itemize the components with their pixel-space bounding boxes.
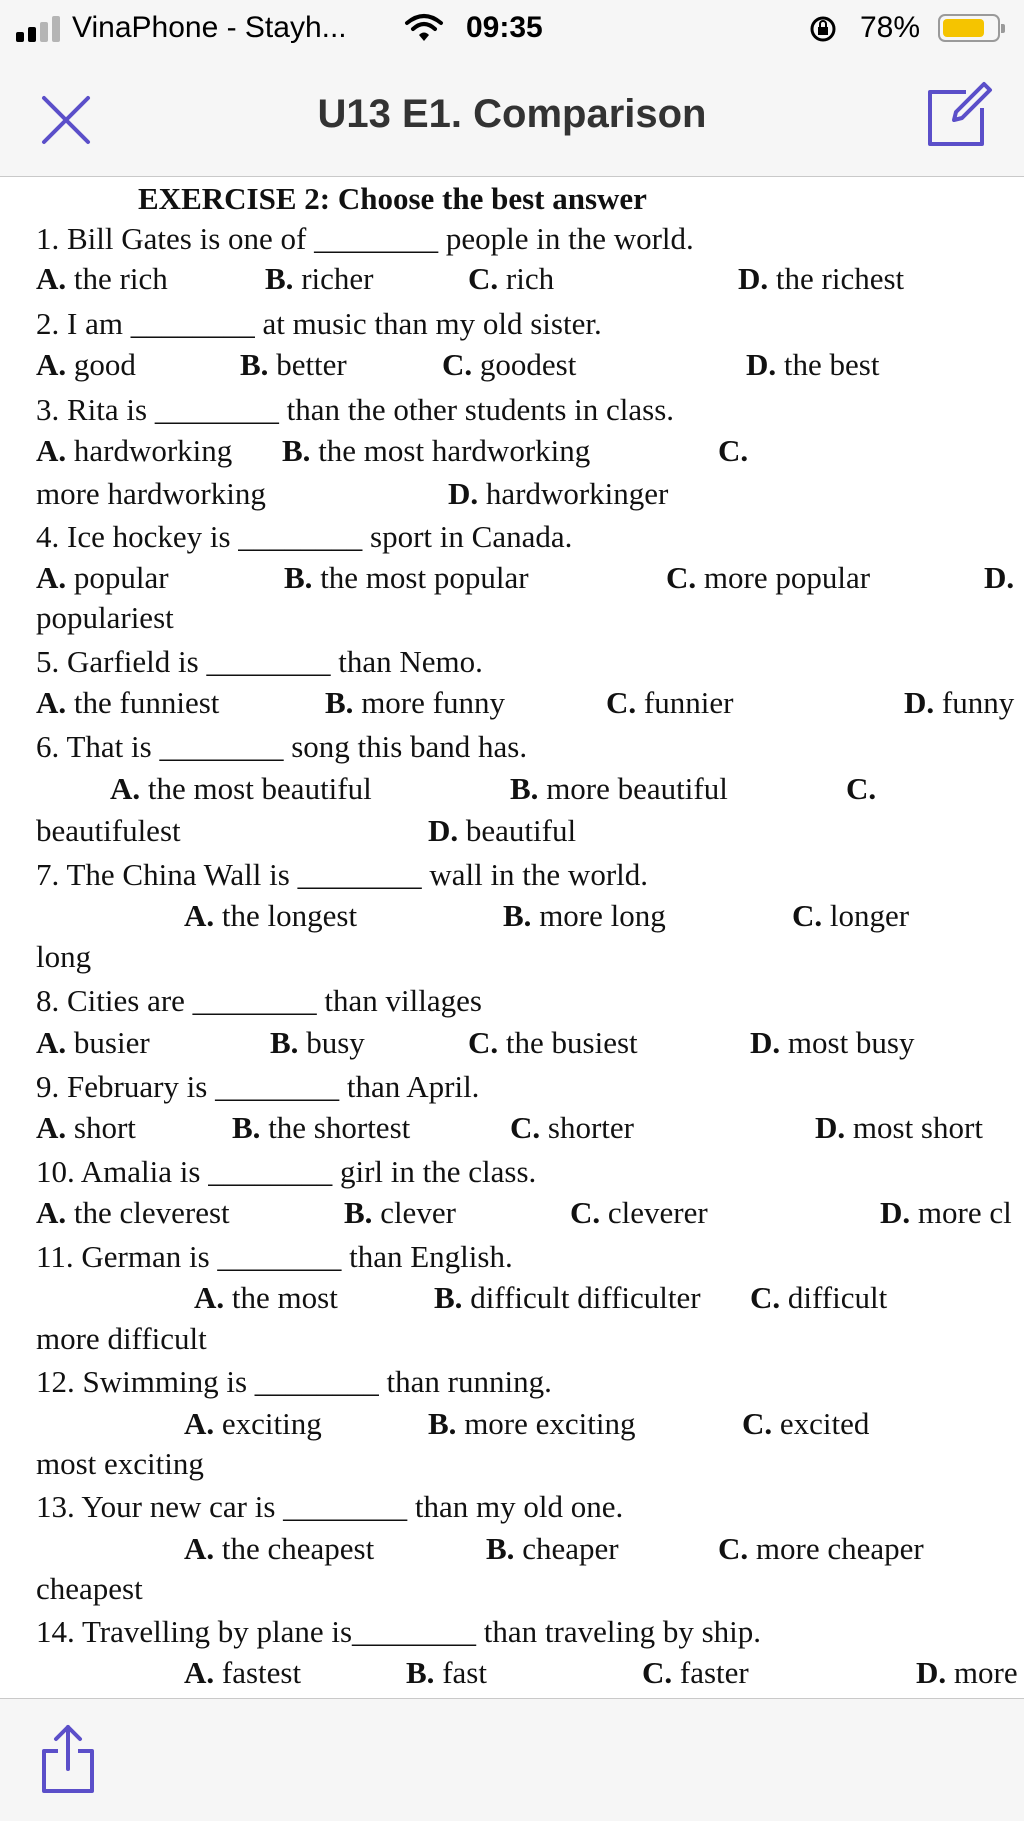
option-text: rich [505,261,555,296]
option-text: busy [306,1025,365,1060]
option-text: funny [941,685,1015,720]
option-text: the busiest [505,1025,638,1060]
question-number: 4. [36,519,60,554]
question-text: The China Wall is ________ wall in the world. [66,857,649,892]
question-text: February is ________ than April. [67,1069,480,1104]
question-10-stem [36,1152,536,1192]
question-5-stem [36,642,483,682]
option-text: good [73,347,136,382]
option-letter: C. [718,433,749,468]
option-text: hardworkinger [485,476,669,511]
option-letter: B. [428,1406,457,1441]
question-7-option[interactable] [36,937,91,977]
question-number: 9. [36,1069,60,1104]
option-text: the longest [221,898,358,933]
question-number: 5. [36,644,60,679]
question-6-option[interactable] [846,769,876,809]
question-text: Travelling by plane is________ than traveling by ship. [81,1614,762,1649]
question-14-option[interactable] [916,1653,1018,1693]
option-letter: C. [606,685,637,720]
option-text: fastest [221,1655,302,1690]
question-13-option[interactable] [184,1529,374,1569]
option-text: the most popular [320,560,529,595]
question-number: 7. [36,857,60,892]
question-12-stem [36,1362,552,1402]
option-text: richer [301,261,374,296]
option-letter: C. [570,1195,601,1230]
question-2-option[interactable] [746,345,879,385]
option-letter: D. [448,476,479,511]
question-9-option[interactable] [36,1108,136,1148]
question-text: Cities are ________ than villages [67,983,482,1018]
option-text: more exciting [464,1406,636,1441]
battery-percent: 78% [860,11,921,44]
option-text: popular [73,560,169,595]
question-number: 8. [36,983,60,1018]
question-5-option[interactable] [606,683,733,723]
option-letter: B. [510,771,539,806]
question-number: 13. [36,1489,75,1524]
option-text: the most [231,1280,338,1315]
option-text: more cheaper [755,1531,924,1566]
question-10-option[interactable] [570,1193,708,1233]
option-letter: A. [184,898,215,933]
share-icon[interactable] [36,1721,100,1797]
question-1-option[interactable] [265,259,373,299]
document-page [0,177,1024,1698]
option-text: excited [779,1406,870,1441]
question-text: Amalia is ________ girl in the class. [80,1154,537,1189]
question-4-option[interactable] [984,558,1014,598]
option-text: funnier [643,685,734,720]
question-5-option[interactable] [904,683,1014,723]
option-text: exciting [221,1406,322,1441]
question-4-option[interactable] [36,598,174,638]
exercise-heading: EXERCISE 2: Choose the best answer [138,181,647,216]
question-14-option[interactable] [184,1653,301,1693]
option-letter: A. [36,1110,67,1145]
signal-icon [16,16,66,42]
option-letter: B. [270,1025,299,1060]
option-text: the most beautiful [147,771,372,806]
option-letter: C. [468,1025,499,1060]
question-14-option[interactable] [642,1653,749,1693]
question-12-option[interactable] [428,1404,636,1444]
question-13-option[interactable] [36,1569,143,1609]
option-letter: B. [282,433,311,468]
option-letter: D. [750,1025,781,1060]
question-number: 2. [36,306,60,341]
option-text: short [73,1110,136,1145]
question-3-option[interactable] [36,474,266,514]
option-text: more difficult [36,1321,207,1356]
orientation-lock-icon [808,14,838,44]
question-12-option[interactable] [36,1444,204,1484]
question-text: Rita is ________ than the other students in class. [67,392,675,427]
carrier-name: VinaPhone - Stayh... [72,11,347,44]
option-letter: A. [110,771,141,806]
question-8-option[interactable] [750,1023,915,1063]
page-title: U13 E1. Comparison [317,92,707,136]
question-7-stem [36,855,648,895]
question-number: 14. [36,1614,75,1649]
question-7-option[interactable] [184,896,357,936]
option-letter: A. [36,685,67,720]
question-9-option[interactable] [815,1108,983,1148]
option-text: more hardworking [36,476,266,511]
option-text: more beautiful [546,771,728,806]
question-1-option[interactable] [36,259,168,299]
option-text: more [953,1655,1018,1690]
option-text: long [36,939,92,974]
option-letter: C. [666,560,697,595]
question-number: 11. [36,1239,74,1274]
question-text: Ice hockey is ________ sport in Canada. [67,519,573,554]
option-text: more popular [703,560,871,595]
option-text: more cl [917,1195,1012,1230]
option-text: the best [783,347,880,382]
option-letter: A. [184,1406,215,1441]
option-letter: B. [406,1655,435,1690]
question-8-option[interactable] [270,1023,365,1063]
option-letter: B. [344,1195,373,1230]
option-letter: B. [325,685,354,720]
question-4-option[interactable] [36,558,169,598]
option-text: shorter [547,1110,634,1145]
question-number: 1. [36,221,60,256]
question-13-option[interactable] [718,1529,924,1569]
question-number: 12. [36,1364,75,1399]
option-letter: B. [503,898,532,933]
question-number: 10. [36,1154,75,1189]
question-11-option[interactable] [36,1319,207,1359]
question-4-option[interactable] [284,558,529,598]
question-6-option[interactable] [510,769,728,809]
clock: 09:35 [466,11,543,44]
option-letter: A. [36,433,67,468]
option-text: difficult difficulter [470,1280,701,1315]
question-6-option[interactable] [36,811,181,851]
option-letter: A. [36,261,67,296]
option-letter: A. [194,1280,225,1315]
option-text: most exciting [36,1446,204,1481]
question-text: Your new car is ________ than my old one. [81,1489,624,1524]
option-letter: D. [815,1110,846,1145]
question-2-stem [36,304,602,344]
question-text: Bill Gates is one of ________ people in the world. [67,221,694,256]
battery-level [943,19,984,37]
option-text: cleverer [607,1195,708,1230]
question-5-option[interactable] [36,683,219,723]
battery-icon [938,14,1000,42]
option-text: the most hardworking [318,433,591,468]
wifi-icon [404,12,444,44]
option-text: most busy [787,1025,915,1060]
option-text: the shortest [268,1110,411,1145]
option-letter: B. [284,560,313,595]
question-text: That is ________ song this band has. [66,729,528,764]
question-8-option[interactable] [36,1023,150,1063]
question-9-option[interactable] [510,1108,634,1148]
question-number: 3. [36,392,60,427]
option-letter: C. [642,1655,673,1690]
question-11-option[interactable] [434,1278,701,1318]
question-text: German is ________ than English. [81,1239,513,1274]
option-text: the cleverest [73,1195,230,1230]
option-text: beautiful [465,813,577,848]
question-3-option[interactable] [718,431,748,471]
option-letter: A. [36,347,67,382]
option-letter: A. [36,1025,67,1060]
option-text: clever [380,1195,456,1230]
question-text: I am ________ at music than my old sister. [67,306,602,341]
option-text: busier [73,1025,150,1060]
option-text: the funniest [73,685,220,720]
option-text: cheapest [36,1571,143,1606]
question-3-option[interactable] [282,431,590,471]
option-letter: D. [904,685,935,720]
question-1-stem [36,219,694,259]
option-letter: B. [434,1280,463,1315]
option-letter: C. [792,898,823,933]
question-10-option[interactable] [36,1193,230,1233]
question-2-option[interactable] [36,345,136,385]
option-text: better [276,347,347,382]
option-text: longer [829,898,910,933]
question-13-option[interactable] [486,1529,619,1569]
option-letter: B. [240,347,269,382]
option-letter: D. [746,347,777,382]
option-letter: C. [750,1280,781,1315]
option-letter: D. [984,560,1015,595]
option-letter: C. [442,347,473,382]
question-text: Swimming is ________ than running. [82,1364,552,1399]
option-letter: C. [510,1110,541,1145]
option-letter: C. [468,261,499,296]
question-7-option[interactable] [503,896,666,936]
option-text: difficult [787,1280,888,1315]
option-letter: B. [232,1110,261,1145]
option-text: faster [679,1655,749,1690]
option-letter: B. [265,261,294,296]
question-6-option[interactable] [110,769,372,809]
option-text: the richest [775,261,905,296]
option-letter: D. [738,261,769,296]
question-6-option[interactable] [428,811,576,851]
option-text: goodest [479,347,577,382]
question-6-stem [36,727,527,767]
status-bar [0,0,1024,56]
question-8-option[interactable] [468,1023,638,1063]
question-3-stem [36,390,674,430]
question-11-option[interactable] [750,1278,887,1318]
question-14-stem [36,1612,761,1652]
option-letter: A. [184,1655,215,1690]
option-text: cheaper [522,1531,619,1566]
option-letter: D. [880,1195,911,1230]
option-text: fast [442,1655,487,1690]
option-letter: D. [428,813,459,848]
navigation-bar [0,56,1024,177]
option-letter: D. [916,1655,947,1690]
option-text: most short [852,1110,983,1145]
option-text: more long [539,898,666,933]
option-letter: A. [36,560,67,595]
option-letter: C. [742,1406,773,1441]
option-text: more funny [361,685,505,720]
question-7-option[interactable] [792,896,909,936]
option-text: beautifulest [36,813,181,848]
question-1-option[interactable] [468,259,554,299]
question-2-option[interactable] [240,345,347,385]
option-letter: A. [184,1531,215,1566]
question-12-option[interactable] [742,1404,869,1444]
option-letter: C. [718,1531,749,1566]
option-text: the rich [73,261,168,296]
option-text: populariest [36,600,174,635]
question-13-stem [36,1487,623,1527]
question-10-option[interactable] [880,1193,1012,1233]
edit-icon[interactable] [922,80,994,152]
question-10-option[interactable] [344,1193,456,1233]
question-4-option[interactable] [666,558,870,598]
question-9-stem [36,1067,479,1107]
question-text: Garfield is ________ than Nemo. [67,644,483,679]
option-letter: A. [36,1195,67,1230]
question-9-option[interactable] [232,1108,410,1148]
question-2-option[interactable] [442,345,576,385]
question-11-option[interactable] [194,1278,338,1318]
question-number: 6. [36,729,60,764]
option-letter: C. [846,771,877,806]
question-4-stem [36,517,572,557]
question-12-option[interactable] [184,1404,322,1444]
bottom-toolbar [0,1698,1024,1821]
question-8-stem [36,981,482,1021]
question-11-stem [36,1237,513,1277]
option-text: the cheapest [221,1531,375,1566]
option-text: hardworking [73,433,233,468]
question-3-option[interactable] [36,431,232,471]
question-1-option[interactable] [738,259,904,299]
question-5-option[interactable] [325,683,505,723]
question-3-option[interactable] [448,474,668,514]
question-14-option[interactable] [406,1653,487,1693]
option-letter: B. [486,1531,515,1566]
